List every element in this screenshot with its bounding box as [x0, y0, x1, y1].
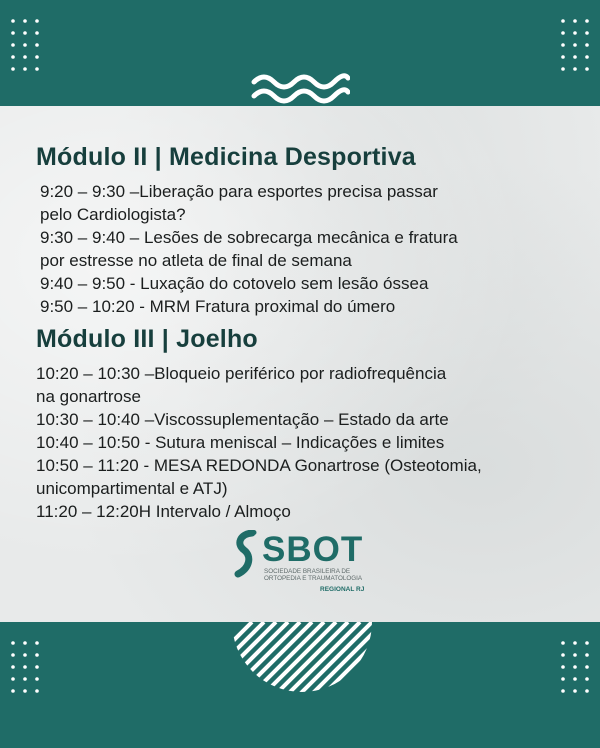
- dot-grid-top-left: [10, 18, 44, 76]
- module-3-line: 10:20 – 10:30 –Bloqueio periférico por radiofrequência: [36, 364, 447, 383]
- dot-grid-bottom-right: [560, 640, 594, 700]
- sbot-logo: [232, 528, 372, 596]
- logo-subtitle: [264, 568, 362, 582]
- module-3-line: 10:30 – 10:40 –Viscossuplementação – Estado da arte: [36, 410, 449, 429]
- module-3-line: na gonartrose: [36, 387, 141, 406]
- logo-name: SBOT: [262, 530, 364, 569]
- logo-regional: REGIONAL RJ: [320, 586, 365, 593]
- module-2-line: 9:20 – 9:30 –Liberação para esportes precisa passar: [40, 182, 438, 201]
- module-2-line: 9:50 – 10:20 - MRM Fratura proximal do úmero: [40, 297, 396, 316]
- dot-grid-bottom-left: [10, 640, 44, 700]
- sbot-mark-icon: [232, 530, 260, 578]
- module-3-title: Módulo III | Joelho: [36, 325, 258, 353]
- striped-circle-decoration-icon: [232, 622, 372, 692]
- module-3-line: 11:20 – 12:20H Intervalo / Almoço: [36, 502, 291, 521]
- module-3-line: unicompartimental e ATJ): [36, 479, 228, 498]
- module-2-line: pelo Cardiologista?: [40, 205, 186, 224]
- logo-subtitle-line-1: SOCIEDADE BRASILEIRA DE: [264, 568, 351, 575]
- module-2-line: 9:30 – 9:40 – Lesões de sobrecarga mecânica e fratura: [40, 228, 458, 247]
- logo-subtitle-line-2: ORTOPEDIA E TRAUMATOLOGIA: [264, 575, 363, 582]
- dot-grid-top-right: [560, 18, 594, 76]
- module-2-title: Módulo II | Medicina Desportiva: [36, 143, 416, 171]
- module-2-line: por estresse no atleta de final de semana: [40, 251, 352, 270]
- module-3-line: 10:50 – 11:20 - MESA REDONDA Gonartrose (Osteotomia,: [36, 456, 482, 475]
- wave-decoration-icon: [250, 70, 350, 110]
- module-3-line: 10:40 – 10:50 - Sutura meniscal – Indicações e limites: [36, 433, 445, 452]
- module-2-line: 9:40 – 9:50 - Luxação do cotovelo sem lesão óssea: [40, 274, 429, 293]
